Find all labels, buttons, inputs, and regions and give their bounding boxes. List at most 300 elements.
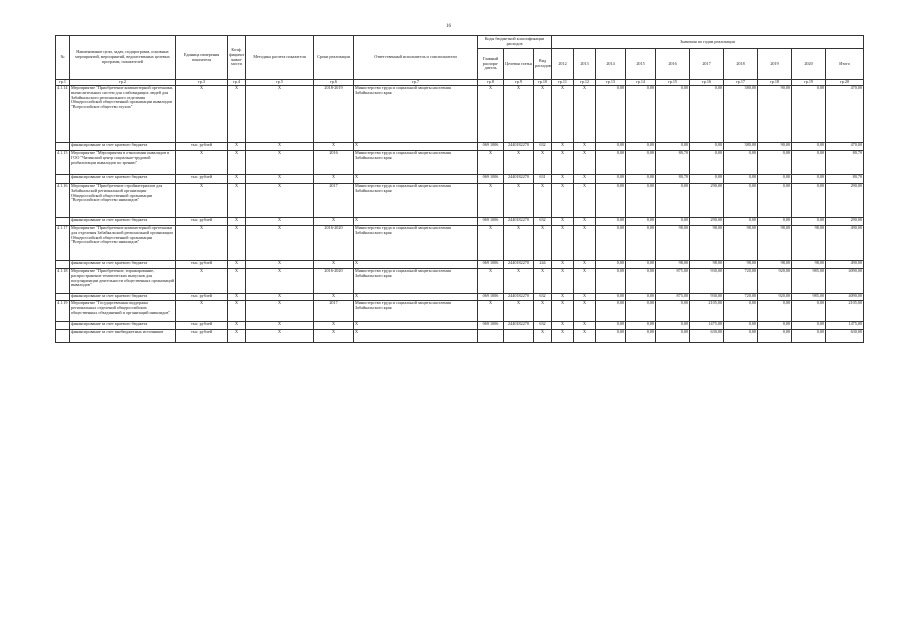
row-year-value: X	[552, 269, 574, 294]
row-coef: X	[228, 330, 246, 343]
row-number: 4.1.14	[56, 86, 70, 143]
row-year-value: 985,00	[792, 269, 826, 294]
row-year-value: 0,00	[758, 218, 792, 226]
row-year-value: X	[574, 269, 596, 294]
row-year-value: X	[574, 218, 596, 226]
row-coef: X	[228, 151, 246, 175]
row-responsible: X	[354, 218, 478, 226]
row-year-value: 80,70	[826, 175, 864, 184]
column-number: гр.8	[478, 80, 504, 86]
row-number	[56, 218, 70, 226]
row-number	[56, 143, 70, 151]
row-term: 2016	[314, 151, 354, 175]
row-year-value: 0,00	[690, 143, 724, 151]
row-name: Мероприятие "Государственная поддержка региональных отделений общероссийских общественных объединений и организаций инвалидов"	[70, 301, 176, 322]
row-year-value: 920,00	[758, 294, 792, 301]
row-coef: X	[228, 322, 246, 330]
row-year-value: X	[552, 330, 574, 343]
row-year-value: 380,00	[724, 143, 758, 151]
row-bk-admin: X	[478, 151, 504, 175]
row-year-value: 2105,00	[826, 301, 864, 322]
row-name: финансирование за счет краевого бюджета	[70, 322, 176, 330]
row-unit: тыс. рублей	[176, 175, 228, 184]
row-year-value: 0,00	[626, 322, 656, 330]
row-year-value: X	[574, 294, 596, 301]
row-year-value: 4090,00	[826, 269, 864, 294]
row-bk-admin	[478, 330, 504, 343]
row-unit: тыс. рублей	[176, 330, 228, 343]
row-year-value: X	[574, 226, 596, 261]
row-bk-type: X	[534, 269, 552, 294]
row-method: X	[246, 143, 314, 151]
row-year-value: 0,00	[758, 175, 792, 184]
column-number: гр.4	[228, 80, 246, 86]
row-year-value: X	[552, 261, 574, 269]
row-year-value: 0,00	[758, 330, 792, 343]
row-unit: тыс. рублей	[176, 218, 228, 226]
row-year-value: 98,00	[690, 261, 724, 269]
row-year-value: 98,00	[792, 226, 826, 261]
row-year-value: 0,00	[596, 143, 626, 151]
row-number: 4.1.18	[56, 269, 70, 294]
table-row	[56, 330, 864, 343]
row-bk-target: 2440182270	[504, 294, 534, 301]
header-year: 2013	[574, 49, 596, 80]
row-name: Мероприятие "Приобретение компьютерной оргтехники для отделения Забайкальской региональной организации Общероссийской общественной организации "Всероссийское общество инвалидов"	[70, 226, 176, 261]
row-year-value: X	[552, 175, 574, 184]
row-unit: X	[176, 226, 228, 261]
row-responsible: X	[354, 294, 478, 301]
column-number: гр.18	[758, 80, 792, 86]
header-bk-target: Целевая статья	[504, 49, 534, 80]
row-year-value: 0,00	[596, 226, 626, 261]
row-year-value: X	[552, 301, 574, 322]
header-year: 2016	[656, 49, 690, 80]
row-coef: X	[228, 294, 246, 301]
row-coef: X	[228, 226, 246, 261]
column-number: гр.1	[56, 80, 70, 86]
row-year-value: 930,00	[690, 294, 724, 301]
row-bk-target	[504, 330, 534, 343]
row-year-value: X	[552, 322, 574, 330]
table-row	[56, 294, 864, 301]
row-year-value: 720,00	[724, 269, 758, 294]
row-year-value: 0,00	[626, 226, 656, 261]
page-number: 16	[446, 24, 451, 29]
row-year-value: 0,00	[724, 175, 758, 184]
row-year-value: 0,00	[596, 269, 626, 294]
row-year-value: 0,00	[656, 322, 690, 330]
row-responsible: X	[354, 330, 478, 343]
row-year-value: 0,00	[758, 301, 792, 322]
row-bk-target: 2440182270	[504, 175, 534, 184]
row-year-value: X	[552, 184, 574, 218]
row-responsible: Министерство труда и социальной защиты населения Забайкальского края	[354, 151, 478, 175]
row-unit: X	[176, 184, 228, 218]
row-method: X	[246, 294, 314, 301]
row-bk-admin: X	[478, 184, 504, 218]
row-year-value: 0,00	[596, 184, 626, 218]
row-year-value: 0,00	[792, 175, 826, 184]
row-bk-target: X	[504, 301, 534, 322]
row-year-value: X	[574, 261, 596, 269]
header-year: 2017	[690, 49, 724, 80]
column-number: гр.20	[826, 80, 864, 86]
row-year-value: 380,00	[724, 86, 758, 143]
table-row	[56, 151, 864, 175]
row-year-value: 0,00	[626, 184, 656, 218]
row-responsible: X	[354, 143, 478, 151]
row-year-value: 290,00	[690, 218, 724, 226]
row-method: X	[246, 184, 314, 218]
header-bk-admin: Главный распоря-дитель	[478, 49, 504, 80]
row-year-value: 0,00	[596, 218, 626, 226]
row-year-value: 0,00	[792, 322, 826, 330]
row-term: X	[314, 261, 354, 269]
row-responsible: Министерство труда и социальной защиты населения Забайкальского края	[354, 269, 478, 294]
header-responsible: Ответственный исполнитель и соисполнители	[354, 36, 478, 80]
row-bk-admin: X	[478, 269, 504, 294]
row-bk-type: 632	[534, 294, 552, 301]
row-year-value: 90,00	[758, 143, 792, 151]
row-year-value: 290,00	[826, 218, 864, 226]
row-year-value: 0,00	[596, 175, 626, 184]
row-bk-admin: X	[478, 226, 504, 261]
column-number: гр.6	[314, 80, 354, 86]
row-year-value: 90,00	[758, 86, 792, 143]
row-year-value: 80,70	[656, 151, 690, 175]
row-year-value: X	[552, 226, 574, 261]
column-number: гр.19	[792, 80, 826, 86]
row-term: 2017	[314, 184, 354, 218]
row-responsible: X	[354, 261, 478, 269]
header-year: 2015	[626, 49, 656, 80]
row-year-value: 0,00	[656, 143, 690, 151]
row-year-value: 98,00	[724, 226, 758, 261]
header-term: Сроки реализации	[314, 36, 354, 80]
row-year-value: 80,70	[656, 175, 690, 184]
row-year-value: X	[574, 86, 596, 143]
row-year-value: 0,00	[690, 86, 724, 143]
row-term: X	[314, 175, 354, 184]
row-bk-target: 2440182270	[504, 322, 534, 330]
row-year-value: 0,00	[626, 143, 656, 151]
row-bk-type: X	[534, 330, 552, 343]
row-year-value: 490,00	[826, 226, 864, 261]
header-year: 2019	[758, 49, 792, 80]
table-row	[56, 269, 864, 294]
row-method: X	[246, 261, 314, 269]
row-year-value: 0,00	[724, 151, 758, 175]
header-years-group: Значения по годам реализации	[552, 36, 864, 49]
row-bk-target: X	[504, 269, 534, 294]
row-year-value: 98,00	[758, 226, 792, 261]
header-year: 2012	[552, 49, 574, 80]
row-year-value: 0,00	[690, 175, 724, 184]
row-unit: X	[176, 86, 228, 143]
row-unit: X	[176, 151, 228, 175]
row-year-value: X	[574, 151, 596, 175]
row-number	[56, 330, 70, 343]
row-year-value: 0,00	[626, 269, 656, 294]
row-year-value: X	[574, 184, 596, 218]
column-number: гр.7	[354, 80, 478, 86]
row-name: финансирование за счет краевого бюджета	[70, 294, 176, 301]
row-responsible: Министерство труда и социальной защиты населения Забайкальского края	[354, 86, 478, 143]
row-year-value: 0,00	[626, 261, 656, 269]
row-year-value: 0,00	[626, 86, 656, 143]
row-bk-type: 631	[534, 175, 552, 184]
row-year-value: 0,00	[724, 301, 758, 322]
row-year-value: 0,00	[626, 218, 656, 226]
row-year-value: 0,00	[596, 261, 626, 269]
row-responsible: X	[354, 175, 478, 184]
row-number: 4.1.15	[56, 151, 70, 175]
row-bk-target: 2440182270	[504, 261, 534, 269]
row-year-value: 98,00	[656, 226, 690, 261]
row-number: 4.1.19	[56, 301, 70, 322]
row-coef: X	[228, 86, 246, 143]
row-bk-type: X	[534, 184, 552, 218]
row-year-value: 98,00	[758, 261, 792, 269]
row-year-value: 0,00	[626, 301, 656, 322]
row-year-value: 0,00	[596, 151, 626, 175]
row-year-value: 0,00	[792, 218, 826, 226]
row-year-value: X	[552, 151, 574, 175]
row-bk-type: 632	[534, 143, 552, 151]
row-responsible: Министерство труда и социальной защиты населения Забайкальского края	[354, 301, 478, 322]
row-unit: тыс. рублей	[176, 261, 228, 269]
header-year: 2014	[596, 49, 626, 80]
row-bk-type: X	[534, 301, 552, 322]
table-row	[56, 184, 864, 218]
row-bk-admin: 069 1006	[478, 218, 504, 226]
row-year-value: 0,00	[690, 151, 724, 175]
row-bk-target: 2440182270	[504, 218, 534, 226]
row-bk-type: 632	[534, 322, 552, 330]
row-name: Мероприятие "Приобретение стройматериалов для Забайкальской региональной организации Общероссийской общественной организации "Всероссийское общество инвалидов"	[70, 184, 176, 218]
row-year-value: X	[574, 330, 596, 343]
row-bk-type: 244	[534, 261, 552, 269]
row-bk-type: X	[534, 226, 552, 261]
table-row	[56, 143, 864, 151]
table-body	[56, 86, 864, 343]
row-year-value: 0,00	[724, 322, 758, 330]
row-unit: тыс. рублей	[176, 322, 228, 330]
row-year-value: 80,70	[826, 151, 864, 175]
row-year-value: 875,00	[656, 294, 690, 301]
row-number	[56, 322, 70, 330]
row-year-value: 0,00	[792, 301, 826, 322]
row-bk-target: X	[504, 151, 534, 175]
row-term: X	[314, 294, 354, 301]
row-year-value: 0,00	[656, 86, 690, 143]
row-bk-admin: X	[478, 86, 504, 143]
column-number: гр.9	[504, 80, 534, 86]
column-number: гр.5	[246, 80, 314, 86]
row-bk-target: 2440182270	[504, 143, 534, 151]
row-number	[56, 261, 70, 269]
column-number: гр.14	[626, 80, 656, 86]
row-year-value: 0,00	[626, 151, 656, 175]
row-year-value: 985,00	[792, 294, 826, 301]
row-number	[56, 294, 70, 301]
row-year-value: 875,00	[656, 269, 690, 294]
row-number: 4.1.17	[56, 226, 70, 261]
row-year-value: 0,00	[626, 330, 656, 343]
row-bk-type: 632	[534, 218, 552, 226]
row-number: 4.1.16	[56, 184, 70, 218]
row-name: финансирование за счет краевого бюджета	[70, 261, 176, 269]
row-year-value: 490,00	[826, 261, 864, 269]
row-coef: X	[228, 269, 246, 294]
row-method: X	[246, 151, 314, 175]
row-responsible: Министерство труда и социальной защиты населения Забайкальского края	[354, 226, 478, 261]
row-year-value: 4090,00	[826, 294, 864, 301]
row-responsible: X	[354, 322, 478, 330]
row-year-value: 0,00	[626, 294, 656, 301]
row-method: X	[246, 218, 314, 226]
column-number: гр.11	[552, 80, 574, 86]
table-row	[56, 226, 864, 261]
header-bk-group: Коды бюджетной классификации расходов	[478, 36, 552, 49]
row-year-value: 0,00	[656, 301, 690, 322]
row-year-value: 0,00	[656, 218, 690, 226]
row-year-value: 98,00	[656, 261, 690, 269]
header-year: 2018	[724, 49, 758, 80]
row-bk-type: X	[534, 86, 552, 143]
row-unit: тыс. рублей	[176, 143, 228, 151]
row-term: 2016-2020	[314, 226, 354, 261]
row-year-value: 630,00	[826, 330, 864, 343]
table-row	[56, 218, 864, 226]
column-number: гр.13	[596, 80, 626, 86]
row-term: X	[314, 218, 354, 226]
row-method: X	[246, 86, 314, 143]
row-year-value: 0,00	[626, 175, 656, 184]
row-year-value: 0,00	[792, 86, 826, 143]
row-bk-admin: 069 1006	[478, 322, 504, 330]
column-number: гр.15	[656, 80, 690, 86]
row-method: X	[246, 301, 314, 322]
row-bk-admin: 069 1006	[478, 261, 504, 269]
row-name: Мероприятие "Приобретение компьютерной оргтехники, вычислительных систем для слабовидящих людей для Забайкальского регионального отделения Общероссийской общественной организации инвалидов "Всероссийское общество глухих"	[70, 86, 176, 143]
row-year-value: 0,00	[792, 184, 826, 218]
row-coef: X	[228, 218, 246, 226]
row-bk-target: X	[504, 184, 534, 218]
row-year-value: 630,00	[690, 330, 724, 343]
row-year-value: 98,00	[724, 261, 758, 269]
row-year-value: 1475,00	[826, 322, 864, 330]
row-coef: X	[228, 175, 246, 184]
row-year-value: 0,00	[724, 184, 758, 218]
row-name: финансирование за счет внебюджетных источников	[70, 330, 176, 343]
row-coef: X	[228, 301, 246, 322]
row-year-value: 0,00	[724, 218, 758, 226]
row-coef: X	[228, 261, 246, 269]
row-bk-type: X	[534, 151, 552, 175]
row-year-value: 0,00	[656, 184, 690, 218]
row-year-value: 0,00	[596, 86, 626, 143]
row-year-value: 2105,00	[690, 301, 724, 322]
row-bk-target: X	[504, 86, 534, 143]
column-number: гр.2	[70, 80, 176, 86]
column-number: гр.10	[534, 80, 552, 86]
row-term: 2017	[314, 301, 354, 322]
column-number: гр.17	[724, 80, 758, 86]
row-coef: X	[228, 143, 246, 151]
row-year-value: X	[574, 301, 596, 322]
row-bk-target: X	[504, 226, 534, 261]
header-name: Наименование цели, задач, подпрограмм, основных мероприятий, мероприятий, ведомственных целевых программ, показателей	[70, 36, 176, 80]
row-year-value: 470,00	[826, 143, 864, 151]
row-method: X	[246, 269, 314, 294]
row-term: X	[314, 322, 354, 330]
row-year-value: 98,00	[690, 226, 724, 261]
column-number: гр.16	[690, 80, 724, 86]
row-year-value: 0,00	[758, 322, 792, 330]
row-name: Мероприятие "Мероприятия в отношении инвалидов в ГОО "Читинский центр социально-трудовой реабилитации инвалидов по зрению"	[70, 151, 176, 175]
row-year-value: X	[574, 175, 596, 184]
row-term: 2018-2019	[314, 86, 354, 143]
row-year-value: 0,00	[724, 330, 758, 343]
row-year-value: 470,00	[826, 86, 864, 143]
table-row	[56, 175, 864, 184]
row-name: финансирование за счет краевого бюджета	[70, 175, 176, 184]
row-name: финансирование за счет краевого бюджета	[70, 143, 176, 151]
row-year-value: 0,00	[792, 151, 826, 175]
row-term: X	[314, 330, 354, 343]
table-row	[56, 261, 864, 269]
row-year-value: 720,00	[724, 294, 758, 301]
row-method: X	[246, 322, 314, 330]
header-unit: Единица измерения показателя	[176, 36, 228, 80]
row-bk-admin: 069 1006	[478, 143, 504, 151]
row-year-value: X	[552, 218, 574, 226]
header-year: 2020	[792, 49, 826, 80]
header-total: Итого	[826, 49, 864, 80]
row-year-value: 0,00	[656, 330, 690, 343]
row-year-value: X	[552, 143, 574, 151]
header-num: №	[56, 36, 70, 80]
row-name: финансирование за счет краевого бюджета	[70, 218, 176, 226]
row-coef: X	[228, 184, 246, 218]
row-term: X	[314, 143, 354, 151]
row-responsible: Министерство труда и социальной защиты населения Забайкальского края	[354, 184, 478, 218]
header-coef: Коэф. фициент значи-мости	[228, 36, 246, 80]
row-year-value: 0,00	[758, 151, 792, 175]
row-year-value: 0,00	[596, 301, 626, 322]
table-row	[56, 322, 864, 330]
row-year-value: 1475,00	[690, 322, 724, 330]
row-year-value: 0,00	[792, 330, 826, 343]
row-year-value: 920,00	[758, 269, 792, 294]
row-year-value: 0,00	[596, 322, 626, 330]
row-year-value: 0,00	[792, 143, 826, 151]
row-year-value: X	[574, 322, 596, 330]
row-name: Мероприятие "Приобретение, тиражирование, распространение тематических выпусков для популяризации деятельности общественных организаций инвалидов"	[70, 269, 176, 294]
row-unit: X	[176, 269, 228, 294]
header-method: Методика расчета показателя	[246, 36, 314, 80]
table-row	[56, 301, 864, 322]
column-number: гр.12	[574, 80, 596, 86]
row-unit: X	[176, 301, 228, 322]
budget-table	[55, 35, 864, 343]
row-bk-admin: X	[478, 301, 504, 322]
row-number	[56, 175, 70, 184]
row-year-value: X	[552, 86, 574, 143]
column-number: гр.3	[176, 80, 228, 86]
